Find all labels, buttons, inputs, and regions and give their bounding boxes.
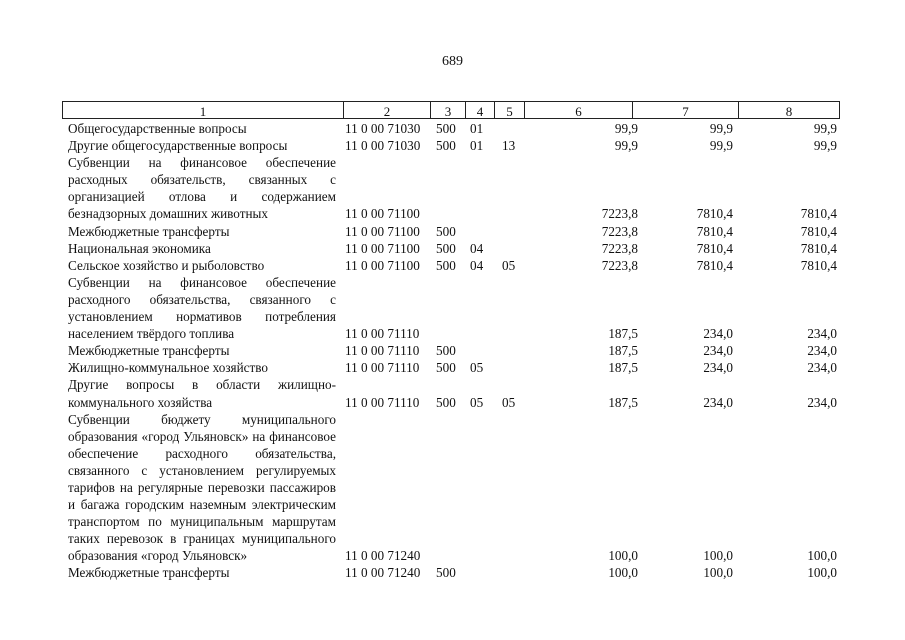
row-name: Сельское хозяйство и рыболовство	[68, 257, 265, 273]
row-value-7: 234,0	[703, 343, 733, 359]
table-row	[0, 274, 905, 342]
table-row	[0, 359, 905, 376]
row-name: Межбюджетные трансферты	[68, 223, 230, 239]
row-col4: 04	[470, 257, 484, 273]
table-row	[0, 564, 905, 581]
row-code: 11 0 00 71110	[345, 394, 420, 410]
row-col5: 13	[502, 138, 516, 154]
row-value-6: 187,5	[608, 326, 638, 342]
table-row	[0, 137, 905, 154]
row-col5: 05	[502, 257, 516, 273]
row-value-8: 100,0	[807, 565, 837, 581]
row-value-7: 7810,4	[696, 223, 733, 239]
table-row	[0, 223, 905, 240]
row-col5: 05	[502, 394, 516, 410]
row-name: Субвенции на финансовое обеспечение расходных обязательств, связанных с организацией отлова и содержанием безнадзорных домашних животных	[68, 155, 336, 222]
table-row	[0, 240, 905, 257]
header-col-6: 6	[525, 102, 633, 119]
row-value-6: 99,9	[614, 121, 638, 136]
row-value-6: 187,5	[608, 343, 638, 359]
row-col3: 500	[436, 343, 456, 359]
table-row	[0, 411, 905, 565]
row-value-7: 7810,4	[696, 206, 733, 222]
row-code: 11 0 00 71100	[345, 223, 420, 239]
row-value-6: 187,5	[608, 394, 638, 410]
header-col-2: 2	[344, 102, 431, 119]
header-col-4: 4	[466, 102, 495, 119]
row-value-6: 187,5	[608, 360, 638, 376]
row-value-8: 99,9	[813, 138, 837, 154]
row-value-6: 7223,8	[601, 223, 638, 239]
row-code: 11 0 00 71030	[345, 138, 421, 154]
row-value-7: 100,0	[703, 565, 733, 581]
row-name: Межбюджетные трансферты	[68, 565, 230, 581]
row-code: 11 0 00 71110	[345, 360, 420, 376]
row-value-7: 234,0	[703, 326, 733, 342]
row-col3: 500	[436, 257, 456, 273]
row-name: Другие общегосударственные вопросы	[68, 138, 288, 154]
row-name: Национальная экономика	[68, 240, 211, 256]
table-row	[0, 342, 905, 359]
row-value-7: 234,0	[703, 394, 733, 410]
row-value-7: 234,0	[703, 360, 733, 376]
row-value-7: 99,9	[709, 121, 733, 136]
row-value-8: 7810,4	[800, 223, 837, 239]
row-value-6: 7223,8	[601, 206, 638, 222]
row-col4: 05	[470, 394, 484, 410]
row-value-7: 7810,4	[696, 257, 733, 273]
row-code: 11 0 00 71100	[345, 206, 420, 222]
table-header	[62, 101, 840, 119]
row-col4: 04	[470, 240, 484, 256]
row-value-8: 234,0	[807, 394, 837, 410]
row-code: 11 0 00 71100	[345, 240, 420, 256]
row-value-8: 7810,4	[800, 240, 837, 256]
row-col3: 500	[436, 240, 456, 256]
row-value-8: 7810,4	[800, 206, 837, 222]
header-col-1: 1	[63, 102, 344, 119]
row-code: 11 0 00 71030	[345, 121, 421, 136]
row-value-6: 99,9	[614, 138, 638, 154]
table-row	[0, 154, 905, 222]
row-code: 11 0 00 71100	[345, 257, 420, 273]
row-value-6: 100,0	[608, 565, 638, 581]
row-code: 11 0 00 71110	[345, 326, 420, 342]
table-row	[0, 376, 905, 410]
header-col-8: 8	[785, 104, 793, 119]
header-col-5: 5	[495, 102, 525, 119]
row-col4: 05	[470, 360, 484, 376]
row-name: Субвенции на финансовое обеспечение расходного обязательства, связанного с установлением нормативов потребления населением твёрдого топлива	[68, 274, 336, 342]
row-value-8: 100,0	[807, 548, 837, 564]
header-col-7: 7	[633, 102, 739, 119]
row-col3: 500	[436, 360, 456, 376]
table-row	[0, 120, 905, 137]
header-col-3: 3	[431, 102, 466, 119]
row-name: Межбюджетные трансферты	[68, 343, 230, 359]
row-value-8: 99,9	[813, 121, 837, 136]
row-col3: 500	[436, 223, 456, 239]
row-col3: 500	[436, 565, 456, 581]
row-name: Другие вопросы в области жилищно-коммунального хозяйства	[68, 377, 336, 410]
row-col3: 500	[436, 394, 456, 410]
row-col4: 01	[470, 138, 484, 154]
row-value-8: 234,0	[807, 343, 837, 359]
row-name: Субвенции бюджету муниципального образования «город Ульяновск» на финансовое обеспечение расходного обязательства, связанного с установлением регулируемых тарифов на регулярные перевозки пассажиров и багажа городским наземным электрическим транспортом по муниципальным маршрутам таких перевозок в границах муниципального образования «город Ульяновск»	[68, 411, 336, 564]
row-col3: 500	[436, 138, 456, 154]
row-col3: 500	[436, 121, 456, 136]
table-body	[0, 120, 905, 582]
row-value-7: 7810,4	[696, 240, 733, 256]
row-col4: 01	[470, 121, 484, 136]
row-value-8: 234,0	[807, 326, 837, 342]
row-value-7: 99,9	[709, 138, 733, 154]
row-value-8: 234,0	[807, 360, 837, 376]
row-name: Жилищно-коммунальное хозяйство	[68, 360, 269, 376]
row-value-8: 7810,4	[800, 257, 837, 273]
row-value-7: 100,0	[703, 548, 733, 564]
page-number: 689	[442, 54, 463, 69]
row-code: 11 0 00 71240	[345, 565, 421, 581]
row-code: 11 0 00 71110	[345, 343, 420, 359]
row-value-6: 7223,8	[601, 257, 638, 273]
table-row	[0, 257, 905, 274]
row-value-6: 100,0	[608, 548, 638, 564]
row-name: Общегосударственные вопросы	[68, 121, 247, 136]
row-value-6: 7223,8	[601, 240, 638, 256]
row-code: 11 0 00 71240	[345, 548, 421, 564]
